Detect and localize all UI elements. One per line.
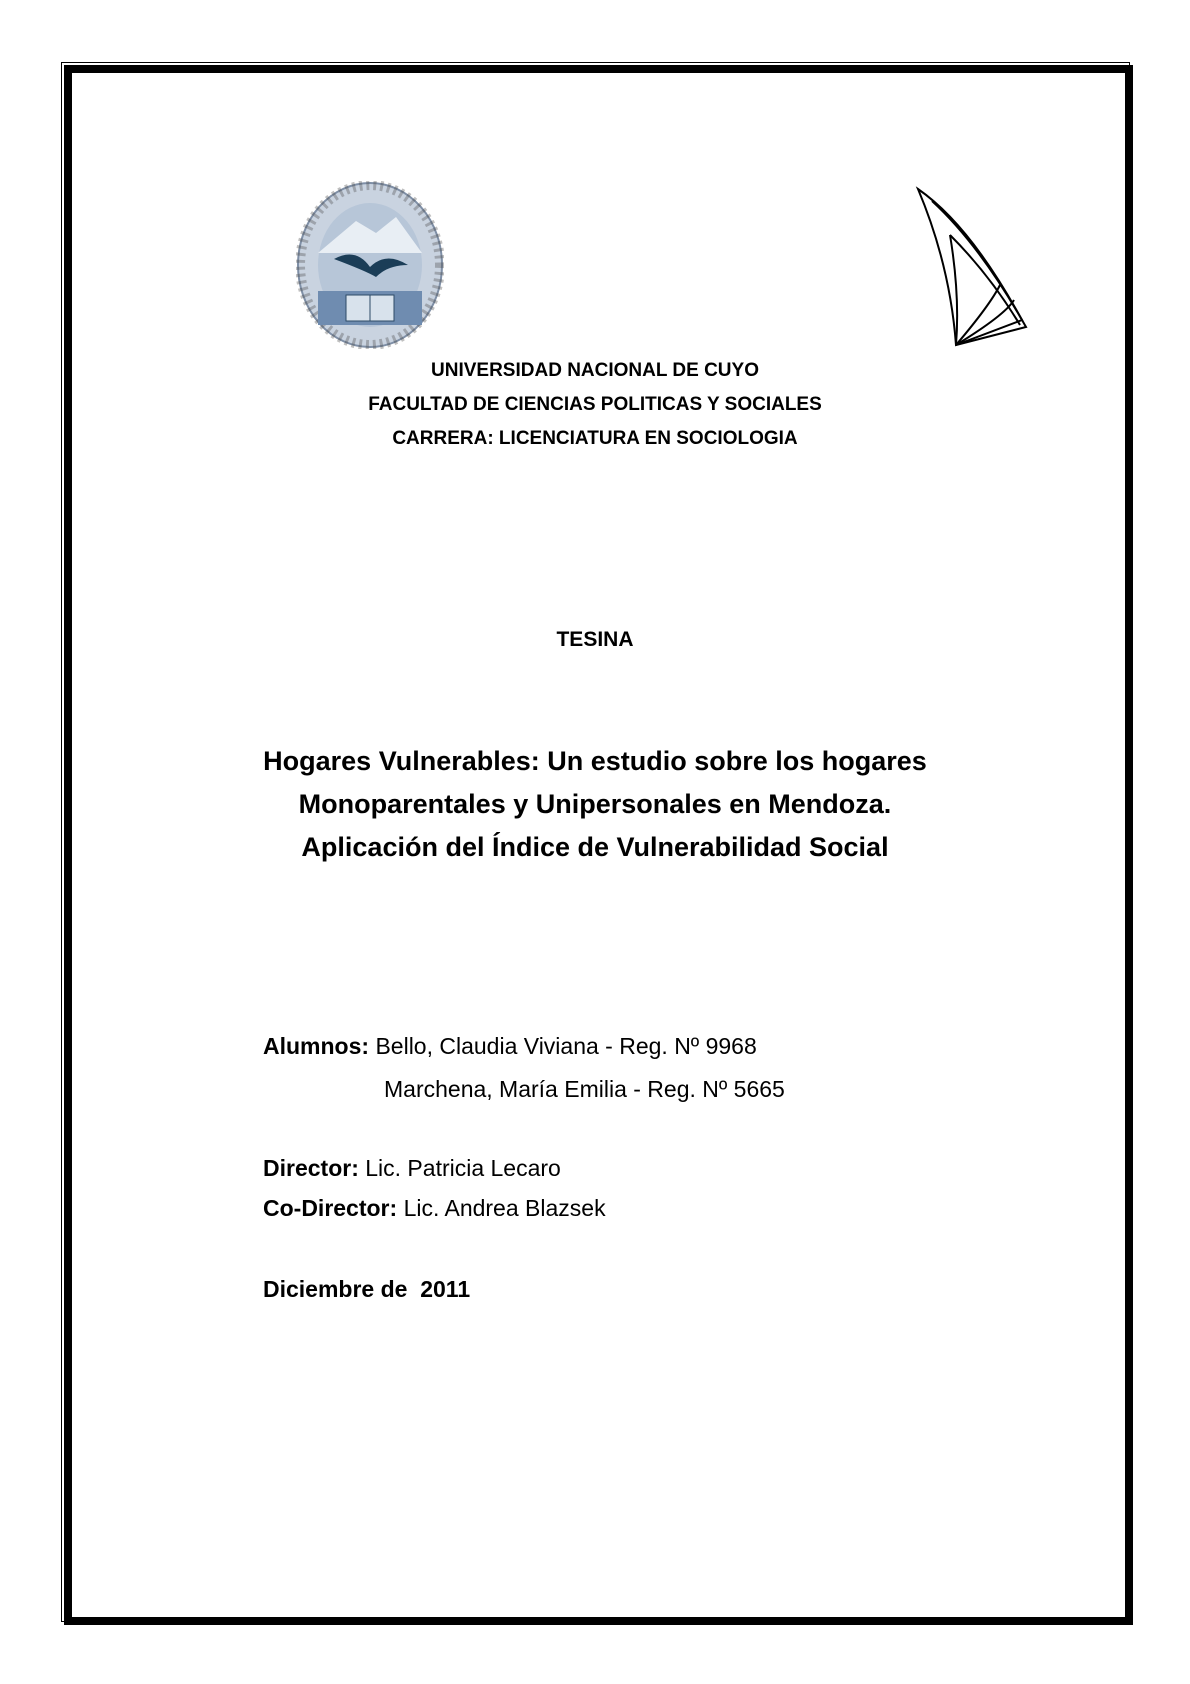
- director-label: Director:: [263, 1155, 359, 1181]
- date: Diciembre de 2011: [263, 1276, 471, 1302]
- document-type: TESINA: [556, 628, 634, 651]
- university-seal-logo: [296, 181, 444, 349]
- authors-line-1: [263, 1033, 757, 1059]
- student-1: Bello, Claudia Viviana - Reg. Nº 9968: [375, 1033, 757, 1059]
- director-line: [263, 1155, 561, 1181]
- faculty-sail-logo: [910, 185, 1040, 355]
- authors-label: Alumnos:: [263, 1033, 370, 1059]
- university-name: UNIVERSIDAD NACIONAL DE CUYO: [431, 360, 759, 381]
- codirector-line: [263, 1195, 606, 1221]
- director-name: Lic. Patricia Lecaro: [365, 1155, 561, 1181]
- title-line-1: Hogares Vulnerables: Un estudio sobre los hogares: [263, 746, 927, 776]
- codirector-name: Lic. Andrea Blazsek: [403, 1195, 606, 1221]
- title-line-2: Monoparentales y Unipersonales en Mendoza.: [298, 789, 892, 819]
- title-line-3: Aplicación del Índice de Vulnerabilidad Social: [301, 832, 889, 862]
- career-name: CARRERA: LICENCIATURA EN SOCIOLOGIA: [392, 428, 798, 449]
- codirector-label: Co-Director:: [263, 1195, 398, 1221]
- faculty-name: FACULTAD DE CIENCIAS POLITICAS Y SOCIALES: [368, 394, 822, 415]
- student-2: Marchena, María Emilia - Reg. Nº 5665: [384, 1076, 785, 1102]
